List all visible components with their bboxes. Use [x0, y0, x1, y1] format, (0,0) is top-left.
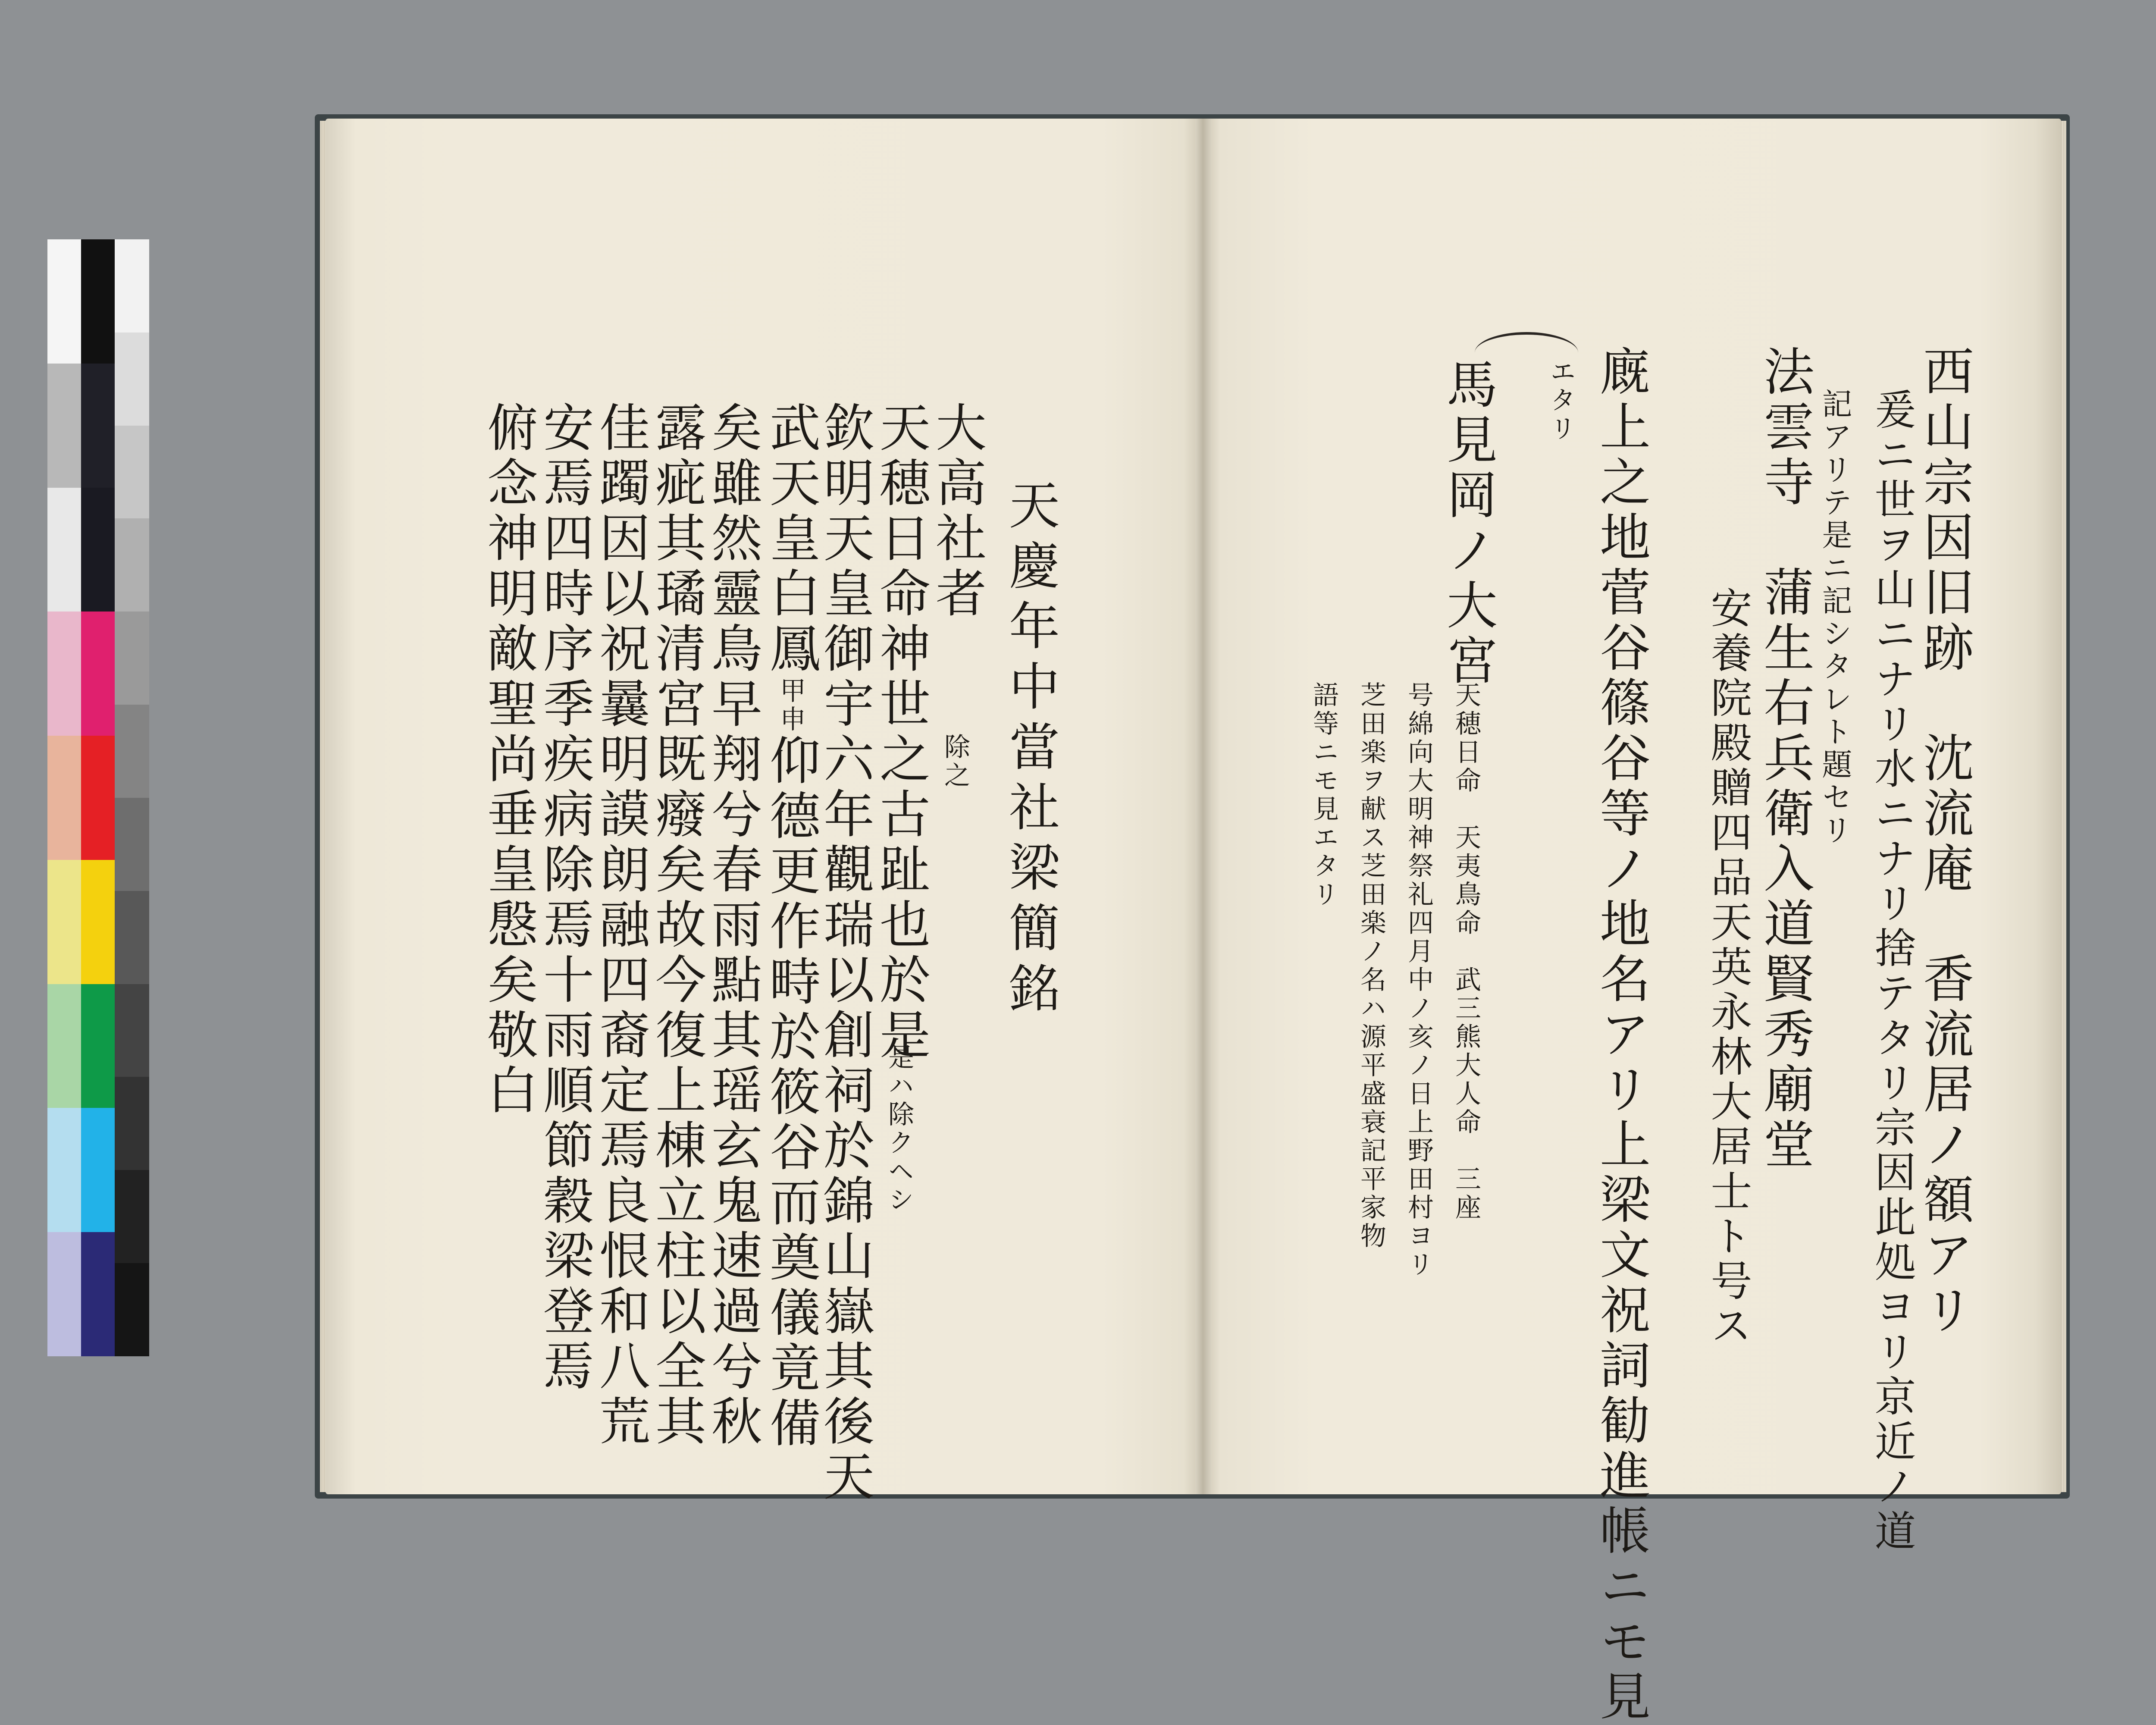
- left-col-1: 大高社者: [927, 401, 987, 622]
- left-col-2-note: 是ハ除クヘシ: [884, 1044, 914, 1214]
- right-col-5: 安養院殿贈四品天英永林大居士ト号ス: [1704, 586, 1752, 1349]
- color-patch: [81, 1108, 115, 1232]
- right-col-3: 記アリテ是ニ記シタレト題セリ: [1817, 388, 1852, 847]
- right-col-9b: 号綿向大明神祭礼四月中ノ亥ノ日上野田村ヨリ: [1404, 681, 1434, 1279]
- color-patch: [115, 984, 149, 1077]
- color-patch: [47, 860, 81, 984]
- left-col-6: 露疵其璚清宮既癈矣故今復上棟立柱以全其: [647, 401, 706, 1450]
- left-col-4-head: 武天皇白鳳: [761, 401, 821, 677]
- color-patch: [81, 239, 115, 364]
- color-patch: [81, 364, 115, 488]
- left-title: 天慶年中當社梁簡銘: [1000, 479, 1060, 1022]
- color-patch: [47, 612, 81, 736]
- color-patch: [47, 488, 81, 612]
- color-patch: [81, 860, 115, 984]
- color-patch: [81, 1232, 115, 1356]
- color-patch: [115, 239, 149, 332]
- left-col-4-rest: 仰德更作畤於筱谷而奠儀竟備: [761, 734, 821, 1452]
- color-patch: [47, 239, 81, 364]
- color-patch: [81, 612, 115, 736]
- color-patch: [81, 488, 115, 612]
- book-gutter: [1195, 119, 1211, 1494]
- left-col-2: 天穂日命神世之古趾也於是: [871, 401, 931, 1063]
- color-patch: [115, 705, 149, 798]
- color-patch: [47, 736, 81, 860]
- right-col-9d: 語等ニモ見エタリ: [1309, 681, 1339, 909]
- color-checker-middle-column: [81, 239, 115, 1356]
- color-patch: [115, 1263, 149, 1356]
- color-patch: [115, 891, 149, 984]
- color-checker-left-column: [47, 239, 81, 1356]
- color-patch: [47, 1108, 81, 1232]
- left-col-4: [761, 401, 821, 1452]
- color-patch: [115, 1077, 149, 1170]
- left-col-8: 安焉四時序季疾病除焉十雨順節穀梁登焉: [535, 401, 594, 1395]
- color-checker: [47, 239, 149, 1356]
- color-patch: [115, 798, 149, 891]
- color-checker-gray-column: [115, 239, 149, 1356]
- color-patch: [47, 984, 81, 1108]
- right-col-2: 爰ニ世ヲ山ニナリ水ニナリ捨テタリ宗因此処ヨリ京近ノ道: [1868, 388, 1916, 1554]
- color-patch: [115, 1170, 149, 1263]
- right-col-4: 法雲寺 蒲生右兵衛入道賢秀廟堂: [1755, 345, 1814, 1173]
- color-patch: [81, 984, 115, 1108]
- right-col-7: エタリ: [1546, 358, 1576, 443]
- color-patch: [47, 364, 81, 488]
- color-patch: [47, 1232, 81, 1356]
- left-col-4-note: 甲申: [776, 677, 806, 734]
- left-col-5: 矣雖然靈鳥早翔兮春雨點其瑶玄鬼速過兮秋: [703, 401, 762, 1450]
- color-patch: [115, 426, 149, 519]
- color-patch: [81, 736, 115, 860]
- right-col-9a: 天穂日命 天夷鳥命 武三熊大人命 三座: [1451, 681, 1481, 1222]
- left-col-3: 欽明天皇御宇六年觀瑞以創祠於錦山嶽其後天: [815, 401, 874, 1505]
- right-col-6: 廐上之地菅谷篠谷等ノ地名アリ上梁文祝詞勧進帳ニモ見: [1591, 345, 1651, 1725]
- right-col-9c: 芝田楽ヲ献ス芝田楽ノ名ハ源平盛衰記平家物: [1356, 681, 1386, 1251]
- left-col-1-note: 除之: [940, 733, 970, 790]
- right-col-1: 西山宗因旧跡 沈流庵 香流居ノ額アリ: [1915, 345, 1974, 1339]
- right-col-8: 馬見岡ノ大宮: [1438, 358, 1498, 689]
- color-patch: [115, 518, 149, 612]
- left-col-7: 佳躅因以祝曩明謨朗融四裔定焉良恨和八荒: [591, 401, 650, 1450]
- left-col-9: 俯念神明敵聖尚垂皇慇矣敬白: [479, 401, 538, 1119]
- color-patch: [115, 612, 149, 705]
- color-patch: [115, 332, 149, 426]
